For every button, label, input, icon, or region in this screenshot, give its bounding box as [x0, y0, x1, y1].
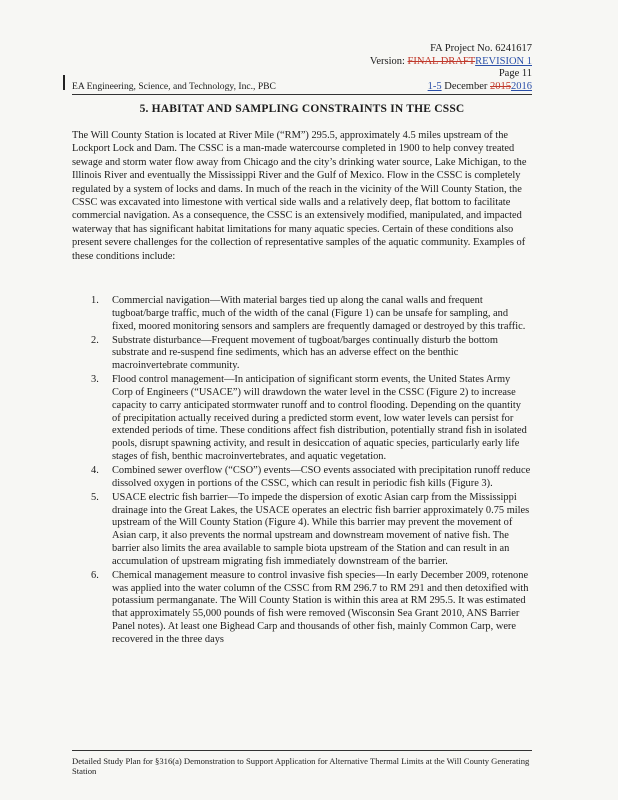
list-item-number: 2. — [91, 334, 99, 346]
list-item-text: Commercial navigation—With material barges tied up along the canal walls and frequent tugboat/barge traffic, much of the width of the canal (Figure 1) can be unsafe for sampling, and fixed, moored monitoring sensors and samplers are frequently damaged or destroyed by this traffic. — [112, 295, 526, 332]
list-item-text: Chemical management measure to control invasive fish species—In early December 2009, rotenone was applied into the water column of the CSSC from RM 296.7 to RM 291 and then detoxified with potassium permanganate. The Will County Station is within this area at RM 295.5. It was estimated that approximately 55,000 pounds of fish were removed (Wisconsin Sea Grant 2010, ANS Barrier Panel notes). At least one Bighead Carp and thousands of other fish, mainly Common Carp, were recovered in the three days — [112, 569, 529, 645]
list-item-number: 4. — [91, 464, 99, 476]
list-item-text: Substrate disturbance—Frequent movement of tugboat/barges continually disturb the bottom substrate and re-suspend fine sediments, which has an adverse effect on the benthic macroinvertebrate community. — [112, 334, 498, 372]
list-item-text: Flood control management—In anticipation of significant storm events, the United States Army Corp of Engineers (“USACE”) will drawdown the water level in the CSSC (Figure 2) to increase capacity to carry anticipated stormwater runoff and to control flooding. Depending on the quantity of precipitation actually received during a predicted storm event, low water levels can persist for extended periods of time. These conditions affect fish distribution, potentially strand fish in isolated pools, disrupt spawning activity, and result in desiccation of aquatic species, particularly early life stages of fish, benthic macroinvertebrates, and aquatic vegetation. — [112, 374, 527, 463]
version-line — [370, 56, 532, 69]
footer-divider — [72, 750, 532, 751]
list-item-number: 3. — [91, 374, 99, 386]
version-deleted: FINAL DRAFT — [407, 55, 476, 67]
list-item — [72, 374, 532, 464]
list-item — [72, 295, 532, 334]
version-inserted: REVISION 1 — [475, 55, 532, 67]
company-name: EA Engineering, Science, and Technology, Inc., PBC — [72, 81, 276, 92]
list-item — [72, 492, 532, 569]
page-header-block — [370, 43, 532, 93]
intro-paragraph: The Will County Station is located at River Mile (“RM”) 295.5, approximately 4.5 miles upstream of the Lockport Lock and Dam. The CSSC is a man-made watercourse completed in 1900 to help convey treated sewage and storm water flow away from Chicago and the city’s drinking water source, Lake Michigan, to the Illinois River and eventually the Mississippi River and the Gulf of Mexico. Flow in the CSSC is completely regulated by a system of locks and dams. In much of the reach in the vicinity of the Will County Station, the CSSC was excavated into limestone with vertical side walls and a relatively deep, flat bottom to facilitate commercial navigation. As a consequence, the CSSC is an extensively modified, manipulated, and impacted waterway that has significant habitat limitations for many aquatic species. Certain of these conditions also present severe challenges for the collection of representative samples of the aquatic community. Examples of these conditions include: — [72, 130, 527, 262]
list-item — [72, 465, 532, 491]
list-item-text: Combined sewer overflow (“CSO”) events—CSO events associated with precipitation runoff reduce dissolved oxygen in portions of the CSSC, which can result in periodic fish kills (Figure 3). — [112, 464, 531, 489]
list-item — [72, 335, 532, 374]
list-item-number: 6. — [91, 569, 99, 581]
project-number: FA Project No. 6241617 — [430, 43, 532, 54]
page-number: Page 11 — [498, 68, 532, 79]
year-deleted: 2015 — [490, 80, 511, 92]
page-footer: Detailed Study Plan for §316(a) Demonstration to Support Application for Alternative Thermal Limits at the Will County Generating Station — [72, 756, 530, 777]
date-day-changed: 1-5 — [427, 80, 442, 92]
list-item — [72, 570, 532, 647]
list-item-text: USACE electric fish barrier—To impede the dispersion of exotic Asian carp from the Mississippi drainage into the Great Lakes, the USACE operates an electric fish barrier approximately 0.75 miles upstream of the Will County Station (Figure 4). While this barrier may prevent the movement of Asian carp, it also prevents the normal upstream and downstream movement of native fish. The barrier also limits the area available to sample biota upstream of the Station and can result in an accumulation of upstream migrating fish immediately downstream of the barrier. — [112, 491, 530, 567]
list-item-number: 1. — [91, 295, 99, 306]
section-title: 5. HABITAT AND SAMPLING CONSTRAINTS IN THE CSSC — [139, 103, 465, 115]
date-line — [370, 81, 532, 94]
header-divider — [72, 94, 532, 95]
conditions-list — [72, 295, 532, 648]
list-item-number: 5. — [91, 491, 99, 503]
year-inserted: 2016 — [511, 80, 532, 92]
revision-change-bar — [63, 75, 65, 90]
version-label: Version: — [369, 55, 405, 67]
date-month: December — [441, 80, 490, 92]
